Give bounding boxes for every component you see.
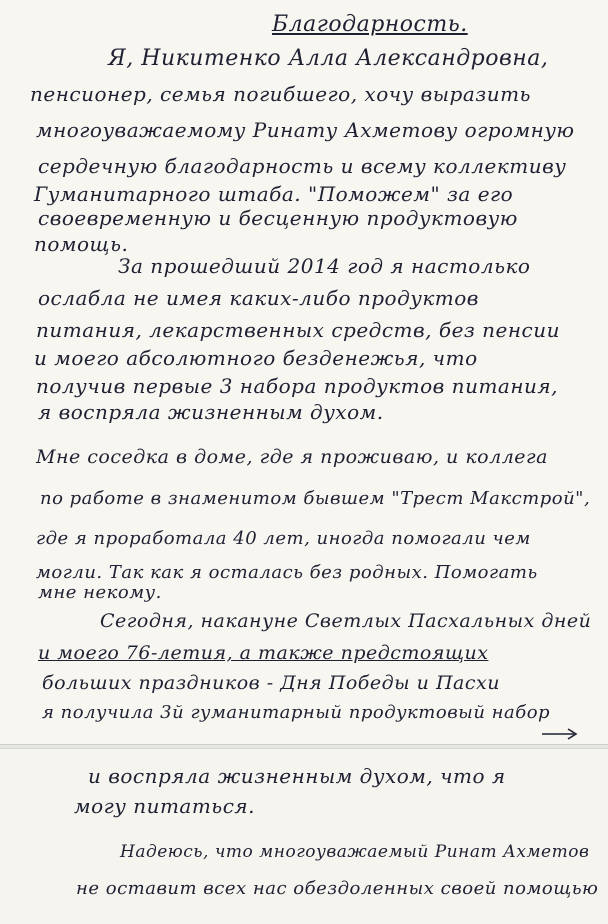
letter-line: могли. Так как я осталась без родных. Помогать — [36, 562, 538, 583]
letter-line: и моего 76-летия, а также предстоящих — [38, 642, 489, 664]
letter-line: Надеюсь, что многоуважаемый Ринат Ахметов — [120, 842, 590, 862]
letter-line: где я проработала 40 лет, иногда помогали чем — [36, 528, 531, 549]
letter-line: могу питаться. — [74, 794, 255, 818]
letter-line: помощь. — [34, 232, 129, 256]
letter-line: Сегодня, накануне Светлых Пасхальных дней — [100, 610, 592, 632]
letter-line: Гуманитарного штаба. "Поможем" за его — [34, 182, 514, 206]
letter-line: не оставит всех нас обездоленных своей помощью — [76, 878, 599, 899]
letter-line: я получила 3й гуманитарный продуктовый набор — [42, 702, 551, 723]
letter-line: ослабла не имея каких-либо продуктов — [38, 286, 479, 310]
letter-line: и воспряла жизненным духом, что я — [88, 764, 506, 788]
letter-line: Мне соседка в доме, где я проживаю, и коллега — [36, 446, 548, 468]
letter-line: по работе в знаменитом бывшем "Трест Макстрой", — [40, 488, 591, 509]
letter-line: Я, Никитенко Алла Александровна, — [108, 46, 549, 71]
letter-line: питания, лекарственных средств, без пенсии — [36, 318, 561, 342]
letter-title: Благодарность. — [272, 12, 468, 37]
letter-line: пенсионер, семья погибшего, хочу выразить — [30, 82, 531, 106]
letter-line: и моего абсолютного безденежья, что — [34, 346, 478, 370]
letter-line: больших праздников - Дня Победы и Пасхи — [42, 672, 500, 694]
letter-line: получив первые 3 набора продуктов питания, — [36, 374, 558, 398]
letter-line: своевременную и бесценную продуктовую — [38, 206, 518, 230]
letter-line: За прошедший 2014 год я настолько — [118, 254, 531, 278]
continuation-arrow-icon — [540, 727, 580, 741]
letter-line: мне некому. — [38, 582, 162, 603]
letter-line: многоуважаемому Ринату Ахметову огромную — [36, 118, 575, 142]
letter-line: сердечную благодарность и всему коллективу — [38, 154, 567, 178]
letter-line: я воспряла жизненным духом. — [38, 400, 384, 424]
